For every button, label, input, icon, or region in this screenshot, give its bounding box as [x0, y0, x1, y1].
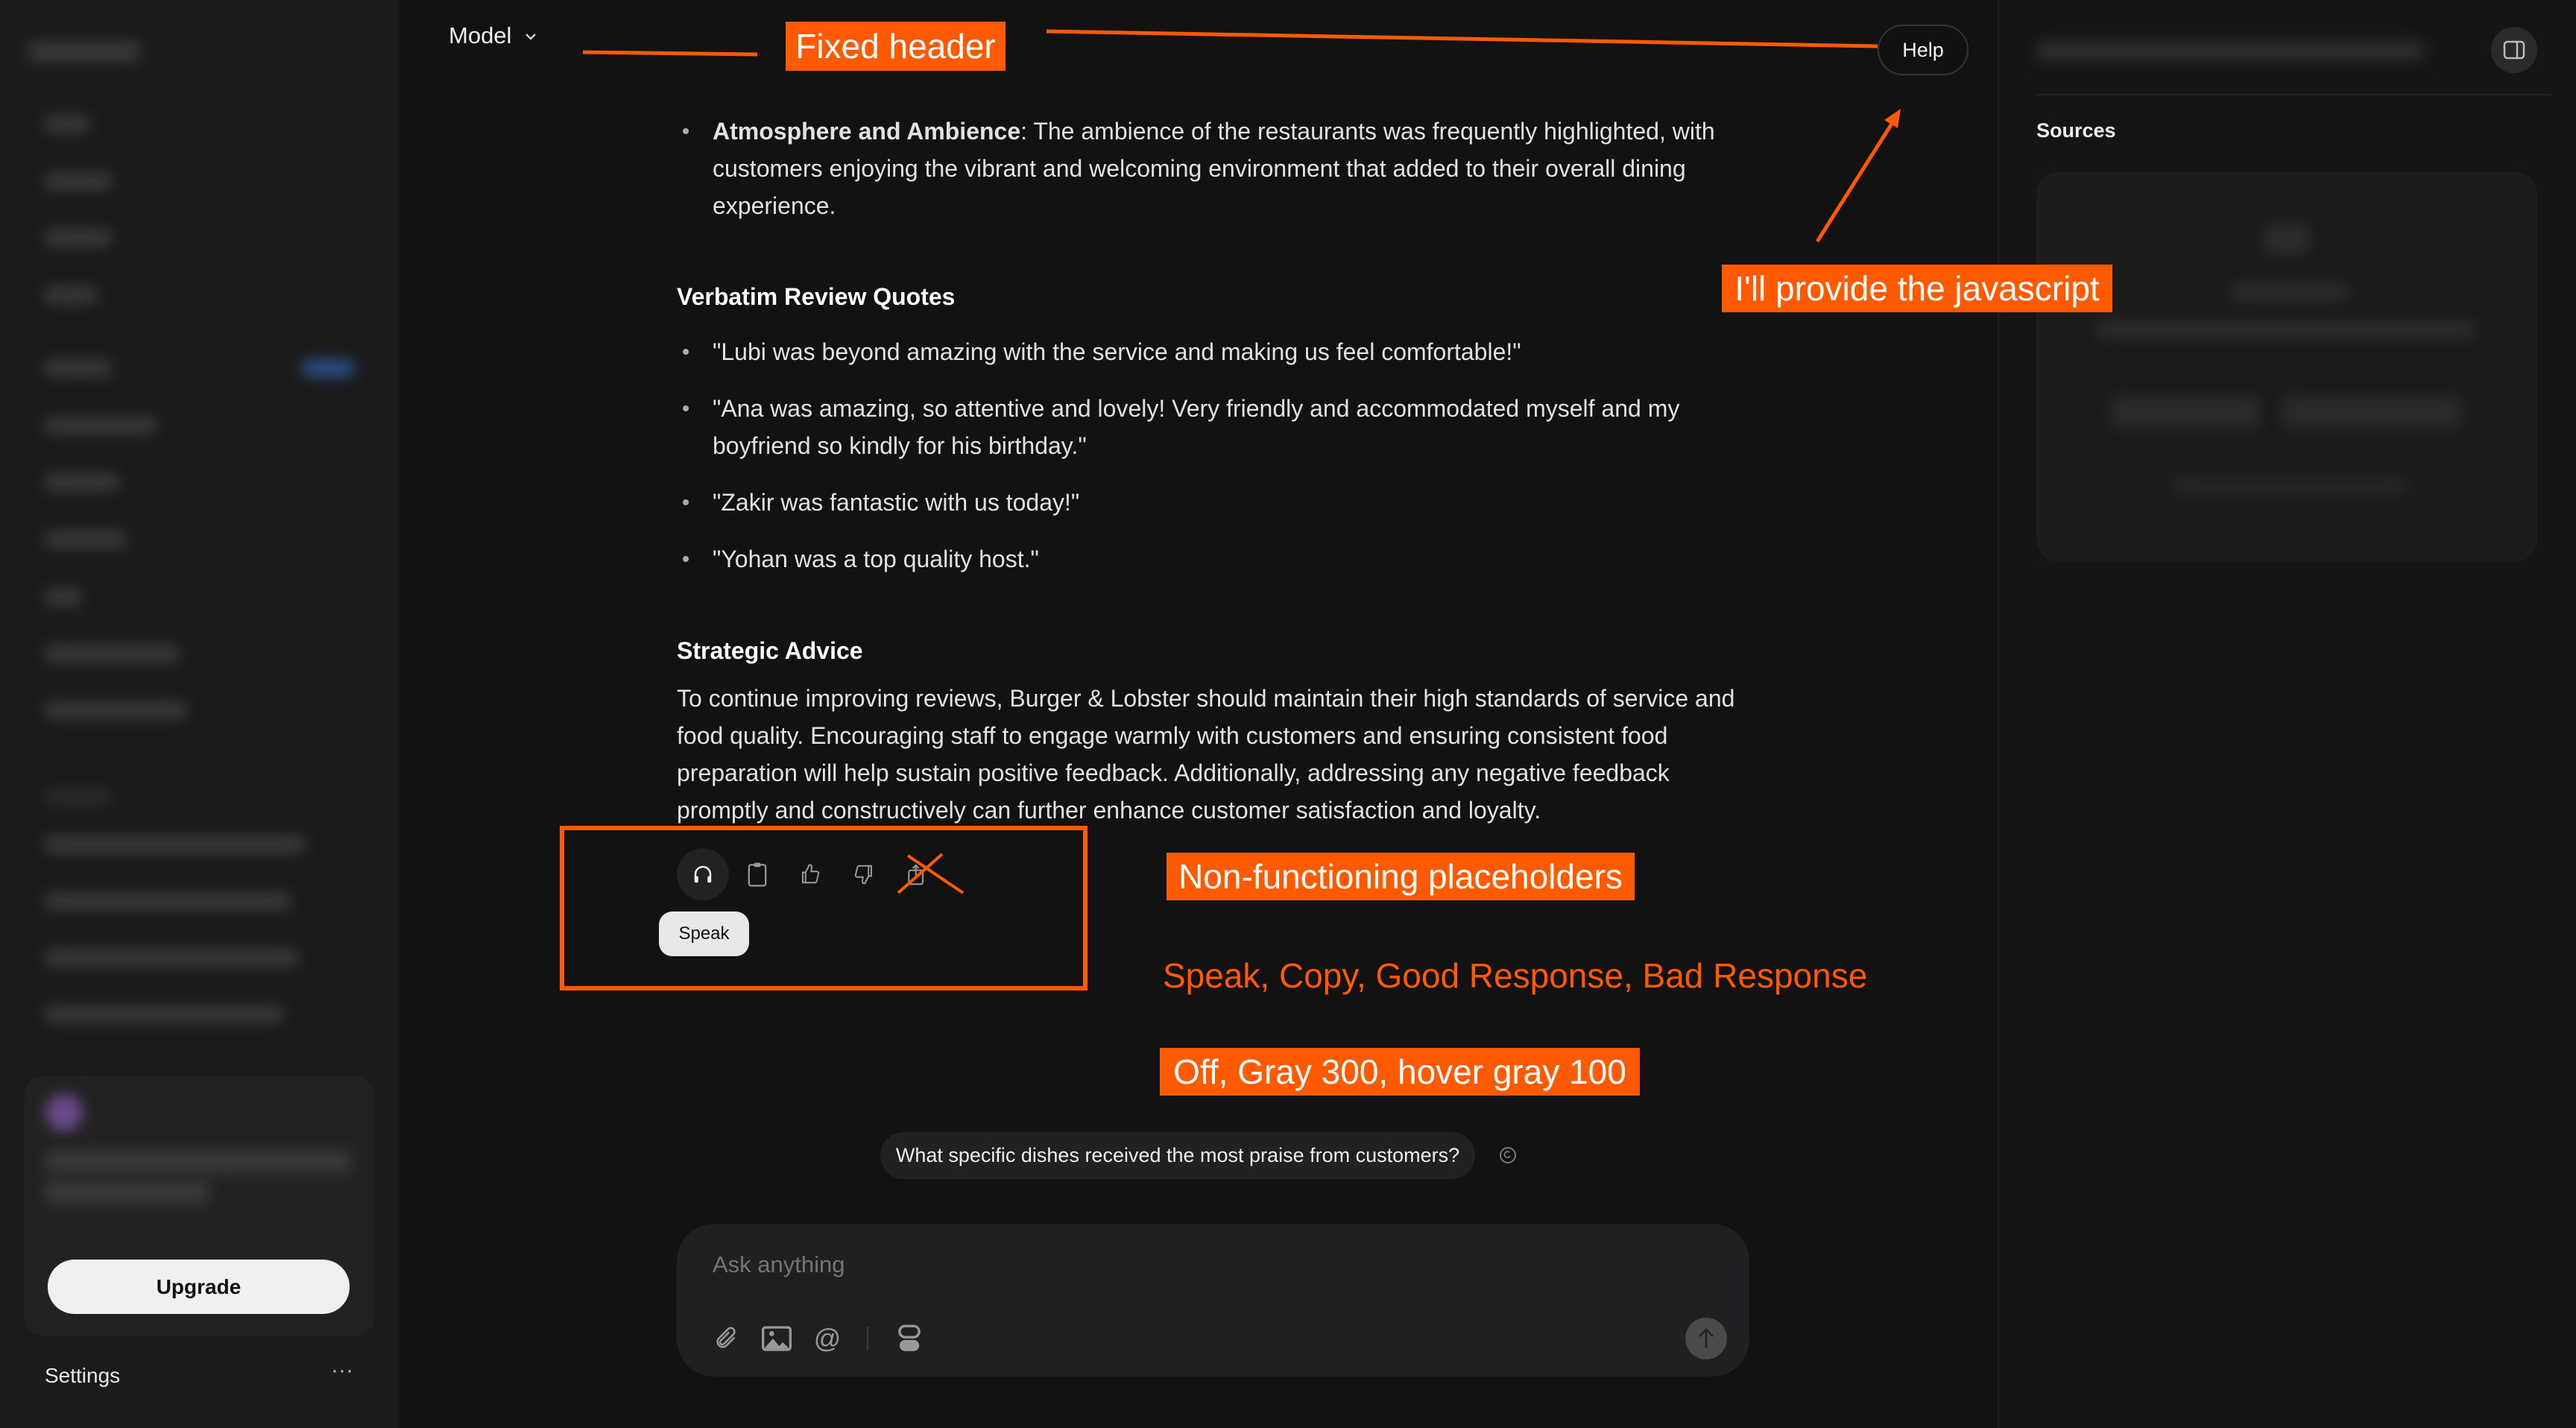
annotation-javascript: I'll provide the javascript: [1722, 265, 2112, 312]
quote-item: "Ana was amazing, so attentive and lovely! Very friendly and accommodated myself and my boyfriend so kindly for his birthday.": [713, 390, 1756, 464]
blurred-chat-item[interactable]: [45, 836, 306, 853]
sources-panel: [1998, 0, 2576, 1428]
blurred-avatar: [45, 1094, 83, 1131]
blurred-text: [2096, 321, 2476, 338]
blurred-badge: [302, 360, 354, 376]
blurred-chat-item[interactable]: [45, 1006, 283, 1023]
toggle-icon: [898, 1324, 921, 1353]
blurred-chat-item[interactable]: [45, 893, 291, 909]
mention-icon[interactable]: @: [813, 1323, 842, 1353]
thumbs-up-icon: [799, 863, 821, 885]
quotes-heading: Verbatim Review Quotes: [677, 283, 956, 310]
share-button[interactable]: [902, 859, 932, 889]
refresh-suggestion-icon[interactable]: [1497, 1144, 1519, 1166]
blurred-button[interactable]: [2282, 396, 2461, 429]
send-button[interactable]: [1685, 1318, 1727, 1359]
blurred-nav-item[interactable]: [45, 645, 179, 662]
suggestion-chip[interactable]: What specific dishes received the most praise from customers?: [880, 1132, 1475, 1179]
advice-text: To continue improving reviews, Burger & Lobster should maintain their high standards of service and food quality. Encouraging staff to engage warmly with customers and ensuring consistent food preparation will help sustain positive feedback. Additionally, addressing any negative feedback promptly and constructively can further enhance customer satisfaction and loyalty.: [677, 685, 1735, 824]
thumbs-down-icon: [853, 863, 875, 885]
advice-heading: Strategic Advice: [677, 637, 863, 664]
help-button[interactable]: Help: [1878, 25, 1969, 75]
model-label: Model: [449, 22, 512, 48]
blurred-link[interactable]: [2171, 478, 2409, 494]
sidebar: [0, 0, 400, 1428]
arrow-up-icon: [1697, 1327, 1715, 1350]
atmosphere-text: : The ambience of the restaurants was frequently highlighted, with customers enjoying the vibrant and welcoming environment that added to their overall dining experience.: [713, 118, 1715, 219]
quote-item: "Zakir was fantastic with us today!": [713, 484, 1756, 521]
blurred-nav-item[interactable]: [45, 531, 127, 548]
blurred-button[interactable]: [2111, 396, 2260, 429]
chevron-down-icon: [525, 33, 537, 40]
blurred-nav-item[interactable]: [45, 474, 119, 490]
copy-button[interactable]: [742, 859, 772, 889]
composer[interactable]: [677, 1224, 1749, 1377]
blurred-nav-item[interactable]: [45, 589, 82, 605]
attach-button[interactable]: [711, 1324, 741, 1353]
blurred-sources-card: [2036, 172, 2537, 562]
sources-label: Sources: [2036, 119, 2116, 142]
annotation-button-list: Speak, Copy, Good Response, Bad Response: [1163, 956, 1868, 995]
quote-item: "Yohan was a top quality host.": [713, 540, 1756, 578]
model-selector[interactable]: [449, 22, 537, 49]
blurred-nav-item[interactable]: [45, 702, 186, 718]
share-icon: [906, 862, 927, 886]
blurred-icon: [2264, 224, 2309, 254]
bad-response-button[interactable]: [849, 859, 879, 889]
blurred-nav-item[interactable]: [45, 230, 112, 246]
panel-toggle-icon[interactable]: [2491, 27, 2537, 73]
annotation-fixed-header: Fixed header: [786, 22, 1006, 71]
blurred-chat-item[interactable]: [45, 950, 298, 966]
blurred-logo: [28, 42, 140, 61]
blurred-nav-item[interactable]: [45, 417, 157, 434]
blurred-nav-item[interactable]: [45, 360, 112, 376]
blurred-panel-title: [2036, 41, 2424, 60]
blurred-text: [2230, 284, 2349, 300]
annotation-placeholders: Non-functioning placeholders: [1167, 853, 1635, 900]
annotation-line: [1046, 31, 1878, 46]
headphones-icon: [692, 863, 714, 885]
blurred-nav-item[interactable]: [45, 287, 97, 303]
image-icon: [762, 1326, 792, 1351]
divider: [2036, 94, 2551, 95]
blurred-nav-item[interactable]: [45, 173, 112, 189]
tools-toggle-button[interactable]: [894, 1322, 924, 1355]
clipboard-icon: [747, 862, 768, 887]
arrow-head: [1884, 109, 1901, 128]
ask-input[interactable]: [713, 1246, 1682, 1283]
image-upload-button[interactable]: [760, 1324, 793, 1353]
atmosphere-title: Atmosphere and Ambience: [713, 118, 1021, 145]
upgrade-button[interactable]: Upgrade: [48, 1260, 350, 1314]
speak-button[interactable]: [677, 848, 729, 900]
annotation-arrow: [1817, 116, 1897, 241]
blurred-card-text: [45, 1181, 209, 1203]
annotation-colors: Off, Gray 300, hover gray 100: [1160, 1048, 1640, 1096]
blurred-card-text: [45, 1151, 351, 1173]
more-options-button[interactable]: ···: [331, 1358, 353, 1383]
speak-tooltip: Speak: [659, 912, 749, 956]
list-item: [713, 113, 1756, 224]
good-response-button[interactable]: [795, 859, 825, 889]
placeholder-highlight-box: [562, 828, 1085, 988]
quote-item: "Lubi was beyond amazing with the service and making us feel comfortable!": [713, 333, 1756, 370]
paperclip-icon: [713, 1324, 739, 1353]
settings-link[interactable]: Settings: [45, 1364, 121, 1387]
blurred-nav-item[interactable]: [45, 116, 89, 132]
divider: [867, 1327, 868, 1350]
blurred-section-label: [45, 789, 112, 805]
annotation-line: [583, 52, 757, 54]
